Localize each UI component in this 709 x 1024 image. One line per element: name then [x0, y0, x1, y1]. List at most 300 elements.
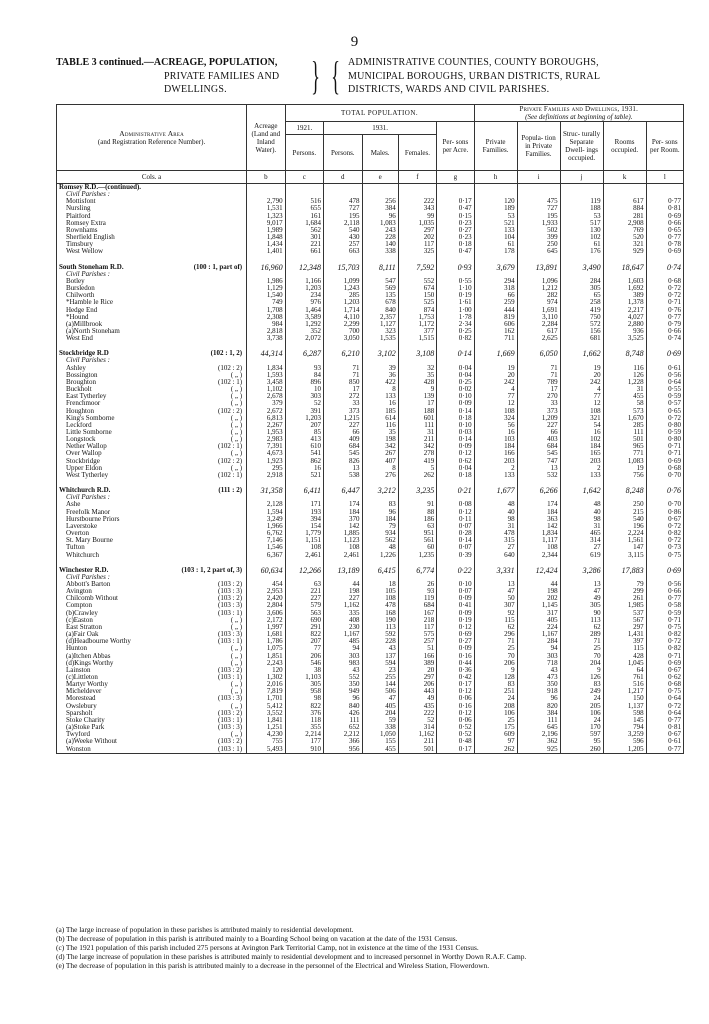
area-name-cell	[57, 588, 247, 595]
value-cell: 3,212	[362, 487, 398, 494]
value-cell: 19	[603, 465, 646, 472]
title-left-line-3: DWELLINGS.	[164, 84, 227, 95]
value-cell: 31	[474, 523, 517, 530]
reg-ref: (103 : 3)	[218, 602, 243, 610]
area-name: Botley	[66, 277, 85, 285]
civil-parishes-label: Civil Parishes :	[57, 191, 247, 198]
value-cell: 0·17	[437, 681, 474, 688]
value-cell: 394	[285, 516, 323, 523]
value-cell: 3,235	[398, 487, 436, 494]
value-cell: 12	[474, 400, 517, 407]
value-cell: 0·62	[646, 674, 683, 681]
area-name-cell	[57, 631, 247, 638]
table-row	[57, 393, 684, 400]
value-cell: 444	[474, 307, 517, 314]
area-name-cell	[57, 581, 247, 588]
value-cell: 3,679	[474, 264, 517, 271]
value-cell: 601	[398, 415, 436, 422]
subheading-row	[57, 191, 684, 198]
value-cell: 119	[398, 595, 436, 602]
value-cell: 501	[398, 746, 436, 754]
area-name: West Tytherley	[66, 471, 109, 479]
area-name: Hedge End	[66, 306, 98, 314]
value-cell: 111	[603, 429, 646, 436]
civil-parishes-label: Civil Parishes :	[57, 271, 247, 278]
area-name-cell	[57, 695, 247, 702]
value-cell: 4,673	[247, 450, 285, 457]
area-name-cell	[57, 205, 247, 212]
table-row	[57, 248, 684, 255]
value-cell: 1,779	[285, 530, 323, 537]
spacer-row	[57, 342, 684, 350]
value-cell: 1,203	[285, 415, 323, 422]
value-cell: 403	[517, 436, 560, 443]
reg-ref: (103 : 1)	[218, 638, 243, 646]
value-cell: 0·12	[437, 624, 474, 631]
value-cell: 19	[560, 365, 603, 372]
value-cell: 389	[398, 660, 436, 667]
area-name: Upper Eldon	[66, 464, 102, 472]
value-cell: 405	[362, 703, 398, 710]
value-cell: 52	[285, 400, 323, 407]
value-cell: 128	[474, 674, 517, 681]
value-cell: 324	[474, 415, 517, 422]
value-cell: 1,050	[362, 731, 398, 738]
area-name-cell	[57, 285, 247, 292]
value-cell: 1,251	[247, 724, 285, 731]
value-cell: 4,027	[603, 314, 646, 321]
value-cell: 2,880	[603, 321, 646, 328]
value-cell: 77	[285, 645, 323, 652]
value-cell: 617	[517, 328, 560, 335]
value-cell: 951	[398, 530, 436, 537]
spacer-row	[57, 479, 684, 487]
area-name: Ashe	[66, 501, 81, 509]
area-name-cell	[57, 602, 247, 609]
value-cell: 342	[398, 443, 436, 450]
value-cell: 0·70	[646, 472, 683, 479]
area-name: Stockbridge	[66, 457, 100, 465]
value-cell: 532	[517, 472, 560, 479]
value-cell: 1,531	[247, 205, 285, 212]
area-name-cell	[57, 688, 247, 695]
table-row	[57, 450, 684, 457]
reg-ref: ( „ )	[230, 688, 243, 696]
value-cell: 0·19	[437, 617, 474, 624]
table-row	[57, 544, 684, 551]
table-row	[57, 731, 684, 738]
value-cell: 184	[362, 516, 398, 523]
value-cell: 13	[560, 581, 603, 588]
reg-ref: ( „ )	[230, 400, 243, 408]
value-cell: 3,458	[247, 379, 285, 386]
area-name-cell	[57, 393, 247, 400]
value-cell: 95	[560, 738, 603, 745]
value-cell: 521	[285, 472, 323, 479]
value-cell: 1,127	[362, 321, 398, 328]
value-cell: 422	[362, 379, 398, 386]
value-cell: 552	[324, 674, 362, 681]
value-cell: 188	[398, 408, 436, 415]
value-cell: 93	[398, 588, 436, 595]
value-cell: 521	[474, 220, 517, 227]
value-cell: 2·34	[437, 321, 474, 328]
value-cell: 391	[285, 408, 323, 415]
area-name: East Tytherley	[66, 393, 107, 401]
area-name-cell	[57, 617, 247, 624]
brace-left: {	[331, 53, 340, 98]
value-cell: 1,691	[517, 307, 560, 314]
value-cell: 92	[474, 610, 517, 617]
value-cell: 289	[560, 631, 603, 638]
area-name: Twyford	[66, 731, 91, 739]
value-cell: 1,681	[247, 631, 285, 638]
value-cell: 222	[398, 710, 436, 717]
title-right-line-2: MUNICIPAL BOROUGHS, URBAN DISTRICTS, RURAL	[348, 70, 601, 82]
table-row	[57, 314, 684, 321]
value-cell: 117	[398, 241, 436, 248]
value-cell: 305	[560, 602, 603, 609]
value-cell: 1,669	[474, 350, 517, 357]
value-cell: 7,146	[247, 537, 285, 544]
value-cell: 17	[517, 386, 560, 393]
value-cell: 2,196	[517, 731, 560, 738]
value-cell: 0·41	[437, 602, 474, 609]
value-cell: 262	[474, 746, 517, 754]
value-cell: 936	[603, 328, 646, 335]
value-cell: 929	[603, 248, 646, 255]
area-name: Frenchmoor	[66, 400, 101, 408]
value-cell: 0·06	[437, 717, 474, 724]
value-cell: 167	[398, 610, 436, 617]
value-cell: 501	[603, 436, 646, 443]
value-cell: 0·64	[646, 710, 683, 717]
table-row	[57, 400, 684, 407]
header-rooms: Rooms occupied.	[603, 122, 646, 171]
value-cell: 203	[474, 458, 517, 465]
value-cell: 60	[398, 544, 436, 551]
value-cell: 91	[398, 501, 436, 508]
value-cell: 397	[603, 638, 646, 645]
table-row	[57, 717, 684, 724]
value-cell: 3,738	[247, 335, 285, 342]
value-cell: 1,099	[324, 278, 362, 285]
value-cell: 98	[285, 695, 323, 702]
value-cell: 617	[603, 198, 646, 205]
value-cell: 0·12	[437, 509, 474, 516]
value-cell: 525	[398, 299, 436, 306]
value-cell: 255	[362, 674, 398, 681]
value-cell: 342	[362, 443, 398, 450]
table-row	[57, 588, 684, 595]
value-cell: 0·23	[437, 234, 474, 241]
value-cell: 150	[398, 292, 436, 299]
value-cell: 826	[324, 458, 362, 465]
value-cell: 108	[474, 408, 517, 415]
value-cell: 984	[247, 321, 285, 328]
value-cell: 142	[517, 523, 560, 530]
value-cell: 606	[474, 321, 517, 328]
value-cell: 40	[474, 509, 517, 516]
area-name: Leckford	[66, 421, 92, 429]
value-cell: 1,103	[285, 674, 323, 681]
area-name-cell	[57, 248, 247, 255]
value-cell: 6,762	[247, 530, 285, 537]
value-cell: 198	[517, 588, 560, 595]
footnote: (e) The decrease of population in this parish is attributed mainly to a decrease in the personnel of the Electrical and Wireless Station, Flowerdown.	[56, 961, 490, 970]
reg-ref: (103 : 2)	[218, 595, 243, 603]
value-cell: 108	[362, 595, 398, 602]
value-cell: 840	[362, 307, 398, 314]
area-name: Morestead	[66, 695, 96, 703]
table-row	[57, 241, 684, 248]
footnote: (c) The 1921 population of this parish included 275 persons at Avington Park Territorial Camp, not in existence at the time of the 1931 Census.	[56, 943, 479, 952]
area-name-cell	[57, 278, 247, 285]
value-cell: 0·71	[646, 617, 683, 624]
value-cell: 362	[517, 738, 560, 745]
value-cell: 0·06	[437, 695, 474, 702]
area-name: West End	[66, 335, 93, 343]
value-cell: 934	[362, 530, 398, 537]
page-number: 9	[350, 34, 359, 50]
value-cell: 96	[362, 213, 398, 220]
value-cell: 27	[560, 544, 603, 551]
value-cell: 133	[362, 393, 398, 400]
reg-ref: (102 : 2)	[218, 457, 243, 465]
value-cell: 598	[603, 710, 646, 717]
value-cell: 0·47	[437, 205, 474, 212]
value-cell: 193	[285, 509, 323, 516]
value-cell: 2,420	[247, 595, 285, 602]
value-cell: 285	[603, 422, 646, 429]
table-row	[57, 458, 684, 465]
table-row	[57, 299, 684, 306]
col-label-c: c	[285, 171, 323, 184]
value-cell: 168	[362, 610, 398, 617]
value-cell: 0·12	[437, 688, 474, 695]
value-cell: 0·74	[646, 264, 683, 271]
value-cell: 540	[603, 516, 646, 523]
value-cell: 478	[362, 602, 398, 609]
value-cell: 23	[362, 667, 398, 674]
value-cell: 171	[285, 501, 323, 508]
value-cell: 822	[285, 703, 323, 710]
value-cell: 13,189	[324, 567, 362, 574]
value-cell: 517	[560, 220, 603, 227]
value-cell: 51	[398, 645, 436, 652]
value-cell: 0·72	[646, 285, 683, 292]
value-cell: 1,642	[560, 487, 603, 494]
value-cell: 16,960	[247, 264, 285, 271]
value-cell: 2,344	[517, 552, 560, 559]
value-cell: 884	[603, 205, 646, 212]
value-cell: 12,348	[285, 264, 323, 271]
value-cell: 53	[474, 213, 517, 220]
value-cell: 0·82	[646, 645, 683, 652]
value-cell: 0·68	[646, 681, 683, 688]
table-row	[57, 617, 684, 624]
table-row	[57, 681, 684, 688]
value-cell: 20	[560, 372, 603, 379]
value-cell: 251	[474, 688, 517, 695]
area-name: (c)Littleton	[66, 674, 98, 681]
value-cell: 0·09	[437, 610, 474, 617]
value-cell: 262	[398, 472, 436, 479]
value-cell: 3,108	[398, 350, 436, 357]
value-cell: 0·77	[646, 717, 683, 724]
value-cell: 0·77	[646, 595, 683, 602]
value-cell: 0·75	[646, 624, 683, 631]
value-cell: 0·64	[646, 379, 683, 386]
table-row	[57, 653, 684, 660]
value-cell: 90	[560, 610, 603, 617]
value-cell: 2,243	[247, 660, 285, 667]
table-row	[57, 213, 684, 220]
value-cell: 640	[474, 552, 517, 559]
table-row	[57, 509, 684, 516]
area-name: (b)Crawley	[66, 609, 98, 617]
value-cell: 0·25	[437, 379, 474, 386]
area-name: Mottisfont	[66, 198, 96, 206]
value-cell: 0·62	[437, 458, 474, 465]
value-cell: 13	[324, 465, 362, 472]
table-row	[57, 205, 684, 212]
value-cell: 419	[398, 458, 436, 465]
value-cell: 178	[474, 248, 517, 255]
area-name-cell	[57, 674, 247, 681]
value-cell: 281	[603, 213, 646, 220]
value-cell: 218	[398, 617, 436, 624]
value-cell: 161	[285, 213, 323, 220]
value-cell: 652	[324, 724, 362, 731]
value-cell: 71	[324, 372, 362, 379]
value-cell: 370	[324, 516, 362, 523]
value-cell: 2,212	[324, 731, 362, 738]
value-cell: 202	[517, 595, 560, 602]
value-cell: 25	[560, 645, 603, 652]
value-cell: 0·55	[437, 278, 474, 285]
value-cell: 203	[560, 458, 603, 465]
value-cell: 2,072	[285, 335, 323, 342]
value-cell: 1,401	[247, 248, 285, 255]
area-name-cell	[57, 567, 247, 574]
reg-ref: (103 : 2)	[218, 580, 243, 588]
value-cell: 1,434	[247, 241, 285, 248]
area-name-cell	[57, 422, 247, 429]
area-name-cell	[57, 429, 247, 436]
value-cell: 1,075	[247, 645, 285, 652]
area-name: Plaitford	[66, 212, 91, 220]
value-cell: 2,357	[362, 314, 398, 321]
value-cell: 661	[285, 248, 323, 255]
value-cell: 355	[285, 724, 323, 731]
value-cell: 850	[324, 379, 362, 386]
area-name-cell	[57, 213, 247, 220]
value-cell: 0·68	[646, 278, 683, 285]
value-cell: 198	[362, 436, 398, 443]
reg-ref: (100 : 1, part of)	[193, 263, 243, 271]
value-cell: 9	[560, 667, 603, 674]
value-cell: 655	[285, 205, 323, 212]
value-cell: 2,461	[285, 552, 323, 559]
area-name-cell	[57, 667, 247, 674]
value-cell: 7,592	[398, 264, 436, 271]
value-cell: 485	[324, 638, 362, 645]
area-name-cell	[57, 552, 247, 559]
reg-ref: ( „ )	[230, 386, 243, 394]
value-cell: 135	[362, 292, 398, 299]
table-row	[57, 415, 684, 422]
value-cell: 0·81	[646, 724, 683, 731]
value-cell: 376	[285, 710, 323, 717]
area-name: Whitchurch R.D.	[59, 487, 111, 495]
value-cell: 0·66	[646, 588, 683, 595]
area-name: South Stoneham R.D.	[59, 263, 124, 271]
area-name-cell	[57, 638, 247, 645]
table-row	[57, 234, 684, 241]
value-cell: 221	[285, 241, 323, 248]
subheading-row	[57, 357, 684, 364]
value-cell: 0·67	[646, 731, 683, 738]
value-cell: 242	[560, 379, 603, 386]
value-cell: 0·71	[646, 653, 683, 660]
value-cell: 1,708	[247, 307, 285, 314]
value-cell: 234	[285, 292, 323, 299]
spacer-row	[57, 256, 684, 264]
value-cell: 0·21	[437, 487, 474, 494]
table-row	[57, 307, 684, 314]
area-name-cell	[57, 400, 247, 407]
value-cell: 1,083	[603, 458, 646, 465]
value-cell: 53	[560, 213, 603, 220]
table-row	[57, 198, 684, 205]
value-cell: 1,753	[398, 314, 436, 321]
reg-ref: ( „ )	[230, 450, 243, 458]
value-cell: 299	[603, 588, 646, 595]
value-cell: 84	[285, 372, 323, 379]
value-cell: 119	[560, 198, 603, 205]
table-row	[57, 645, 684, 652]
value-cell: 282	[517, 292, 560, 299]
col-label-j: j	[560, 171, 603, 184]
value-cell: 120	[474, 198, 517, 205]
table-row	[57, 537, 684, 544]
value-cell: 428	[398, 379, 436, 386]
value-cell: 771	[603, 450, 646, 457]
value-cell: 407	[362, 458, 398, 465]
value-cell: 1,243	[324, 285, 362, 292]
reg-ref: (103 : 2)	[218, 666, 243, 674]
area-name: Micheldever	[66, 688, 102, 696]
value-cell: 8,111	[362, 264, 398, 271]
value-cell: 206	[398, 681, 436, 688]
value-cell: 17	[324, 386, 362, 393]
reg-ref: ( „ )	[230, 429, 243, 436]
value-cell: 1,692	[603, 285, 646, 292]
area-name-cell	[57, 624, 247, 631]
value-cell: 435	[398, 703, 436, 710]
value-cell: 538	[324, 472, 362, 479]
value-cell: 250	[603, 501, 646, 508]
value-cell: 83	[560, 681, 603, 688]
area-name: *Hamble le Rice	[66, 299, 114, 307]
value-cell: 16	[474, 429, 517, 436]
value-cell: 66	[474, 292, 517, 299]
area-name-cell	[57, 307, 247, 314]
value-cell: 1,851	[247, 653, 285, 660]
table-row	[57, 667, 684, 674]
value-cell: 0·77	[646, 198, 683, 205]
